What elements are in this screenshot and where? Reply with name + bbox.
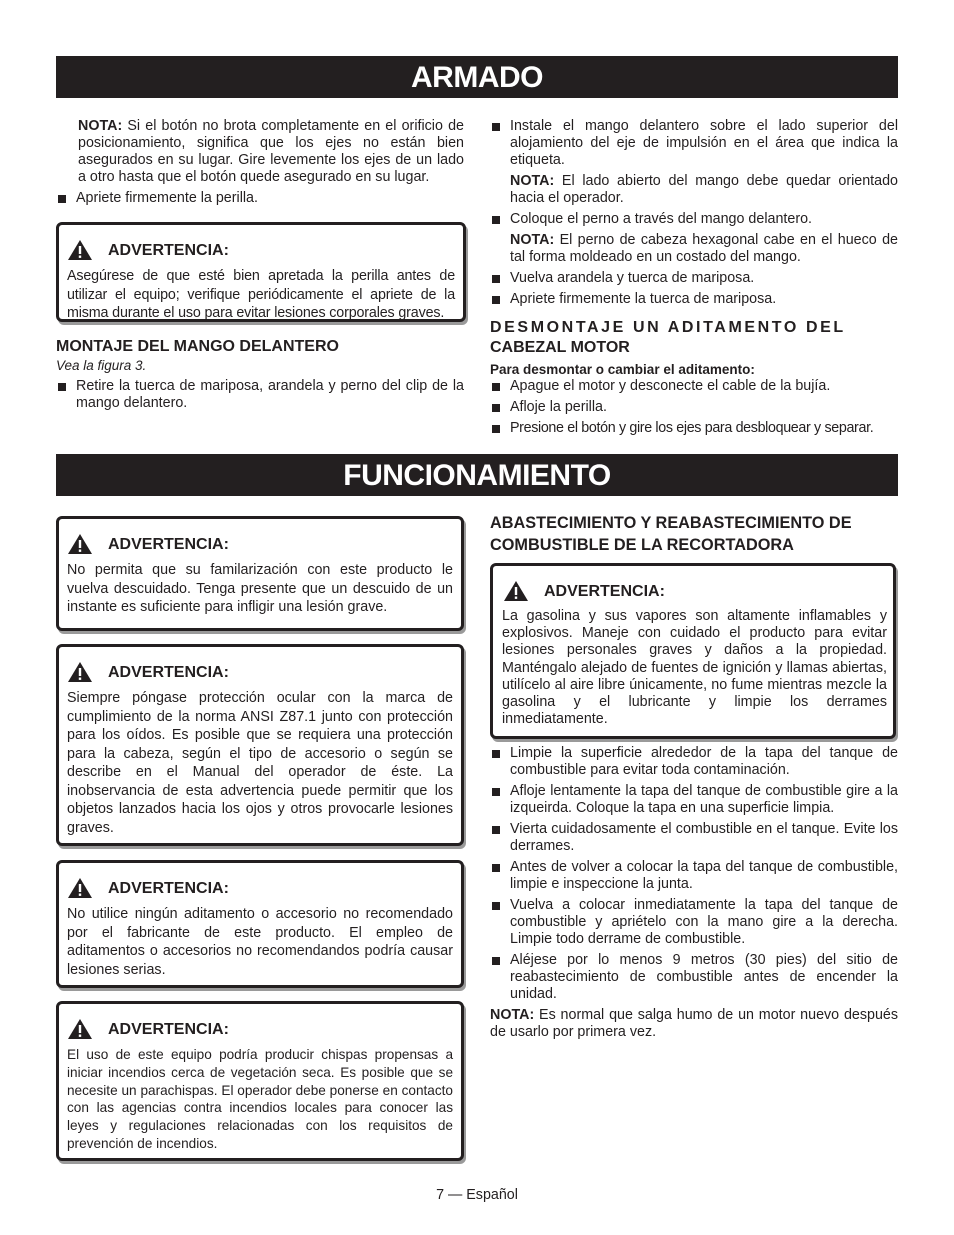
warning-header: [67, 661, 461, 683]
bullet-text: Vuelva a colocar inmediatamente la tapa del tanque de combustible y apriételo con la mano gire a la derecha. Limpie todo derrame de combustible.: [510, 897, 898, 947]
warning-title: ADVERTENCIA:: [108, 1021, 229, 1038]
bullet-text: Vierta cuidadosamente el combustible en el tanque. Evite los derrames.: [510, 821, 898, 854]
bullet-item: [490, 897, 898, 948]
bullet-item: [490, 821, 898, 855]
warning-text: Siempre póngase protección ocular con la marca de cumplimiento de la norma ANSI Z87.1 junto con protección para los oídos. Es posible que se requiera una protección para la cabeza, según el tipo de accesorio o según se describe en el Manual del operador de éste. La inobservancia de esta advertencia puede permitir que los objetos lanzados hacia los ojos y otros provocarle lesiones graves.: [67, 690, 453, 836]
warning-text: La gasolina y sus vapores son altamente inflamables y explosivos. Maneje con cuidado el producto para evitar lesiones personales graves y daños a la propiedad. Manténgalo alejado de fuentes de ignición y llamas abiertas, utilícelo al aire libre únicamente, no fume mientras mezcle la gasolina y el lubricante y limpie los derrames inmediatamente.: [502, 608, 887, 728]
warning-box-gasolina: [490, 563, 896, 739]
armado-banner: [56, 56, 898, 98]
section-title-line1: DESMONTAJE UN ADITAMENTO DEL: [490, 319, 846, 336]
bullet-item: [56, 190, 464, 207]
bullet-text: Antes de volver a colocar la tapa del tanque de combustible, limpie e inspeccione la junta.: [510, 859, 898, 892]
figure-reference: Vea la figura 3.: [56, 358, 147, 373]
warning-box-1: [56, 516, 464, 631]
montaje-section: [56, 337, 464, 416]
bullet-item: [490, 378, 898, 395]
bullet-item: [490, 270, 898, 287]
warning-title: ADVERTENCIA:: [108, 242, 229, 259]
bullet-item: [490, 420, 898, 437]
bullet-text: Aléjese por lo menos 9 metros (30 pies) del sitio de reabastecimiento de combustible antes de encender la unidad.: [510, 952, 898, 1002]
warning-triangle-icon: [67, 239, 93, 261]
warning-title: ADVERTENCIA:: [108, 880, 229, 897]
note-text: El lado abierto del mango debe quedar orientado hacia el operador.: [510, 173, 898, 206]
warning-title: ADVERTENCIA:: [544, 583, 665, 600]
bullet-text: Retire la tuerca de mariposa, arandela y perno del clip de la mango delantero.: [76, 378, 464, 411]
bullet-text: Limpie la superficie alrededor de la tapa del tanque de combustible para evitar toda contaminación.: [510, 745, 898, 778]
bullet-text: Afloje lentamente la tapa del tanque de combustible gire a la izqueirda. Coloque la tapa en una superficie limpia.: [510, 783, 898, 816]
warning-header: [67, 1018, 461, 1040]
armado-right-column: [490, 118, 898, 441]
bullet-item: [490, 745, 898, 779]
note-label: NOTA:: [490, 1007, 535, 1023]
bullet-text: Coloque el perno a través del mango delantero.: [510, 211, 813, 227]
bullet-text: Afloje la perilla.: [510, 399, 607, 415]
warning-box-4: [56, 1001, 464, 1161]
bullet-text: Instale el mango delantero sobre el lado superior del alojamiento del eje de impulsión en el área que indica la etiqueta.: [510, 118, 898, 168]
bullet-item: [490, 291, 898, 308]
warning-text: No utilice ningún aditamento o accesorio no recomendado por el fabricante de este producto. El empleo de aditamentos o accesorios no recomendandos podría causar lesiones serias.: [67, 906, 453, 978]
section-title: ABASTECIMIENTO Y REABASTECIMIENTO DE COMBUSTIBLE DE LA RECORTADORA: [490, 514, 852, 554]
warning-title: ADVERTENCIA:: [108, 536, 229, 553]
bullet-item: [490, 399, 898, 416]
warning-text: Asegúrese de que esté bien apretada la perilla antes de utilizar el equipo; verifique periódicamente el apriete de la misma durante el uso para evitar lesiones corporales graves.: [67, 268, 455, 321]
bullet-text: Apague el motor y desconecte el cable de la bujía.: [510, 378, 831, 394]
warning-header: [67, 239, 463, 261]
warning-triangle-icon: [503, 580, 529, 602]
final-note: [490, 1007, 898, 1041]
warning-triangle-icon: [67, 877, 93, 899]
note-text: Es normal que salga humo de un motor nuevo después de usarlo por primera vez.: [490, 1007, 898, 1040]
note-label: NOTA:: [510, 232, 555, 248]
warning-box-3: [56, 860, 464, 988]
sub-title: Para desmontar o cambiar el aditamento:: [490, 362, 755, 377]
warning-triangle-icon: [67, 661, 93, 683]
bullet-item: [490, 783, 898, 817]
section-title: MONTAJE DEL MANGO DELANTERO: [56, 338, 339, 355]
warning-header: [503, 580, 893, 602]
abastecimiento-steps: [490, 745, 898, 1041]
warning-triangle-icon: [67, 533, 93, 555]
warning-header: [67, 877, 461, 899]
page-footer: 7 — Español: [436, 1187, 518, 1203]
note-text: El perno de cabeza hexagonal cabe en el hueco de tal forma moldeado en un costado del mango.: [510, 232, 898, 265]
bullet-text: Vuelva arandela y tuerca de mariposa.: [510, 270, 755, 286]
warning-box-2: [56, 644, 464, 846]
bullet-item: [490, 118, 898, 169]
bullet-text: Apriete firmemente la tuerca de mariposa.: [510, 291, 777, 307]
note-label: NOTA:: [78, 118, 123, 134]
note: [490, 173, 898, 207]
warning-text: No permita que su familarización con este producto le vuelva descuidado. Tenga presente que un descuido de un instante es suficiente para infligir una lesión grave.: [67, 562, 453, 615]
bullet-item: [490, 859, 898, 893]
bullet-text: Apriete firmemente la perilla.: [76, 190, 258, 206]
warning-text: El uso de este equipo podría producir chispas propensas a iniciar incendios cerca de vegetación seca. Es posible que se necesite un parachispas. El operador debe ponerse en contacto con las agencias contra incendios locales para conocer las leyes y regulaciones relacionadas con los requisitos de prevención de incendios.: [67, 1047, 453, 1151]
warning-title: ADVERTENCIA:: [108, 664, 229, 681]
bullet-item: [490, 211, 898, 228]
section-title-line2: CABEZAL MOTOR: [490, 339, 630, 356]
warning-box-perilla: [56, 222, 466, 322]
note: [490, 232, 898, 266]
armado-left-column: [56, 118, 464, 211]
bullet-item: [490, 952, 898, 1003]
bullet-item: [56, 378, 464, 412]
funcionamiento-banner: [56, 454, 898, 496]
note-label: NOTA:: [510, 173, 555, 189]
note-text: Si el botón no brota completamente en el orificio de posicionamiento, significa que los ejes no están bien asegurados en su lugar. Gire levemente los ejes de un lado a otro hasta que el botón quede asegurado en su lugar.: [78, 118, 464, 185]
armado-note: [56, 118, 464, 186]
armado-title: ARMADO: [411, 61, 543, 94]
warning-header: [67, 533, 461, 555]
abastecimiento-heading: [490, 512, 900, 556]
bullet-text: Presione el botón y gire los ejes para desbloquear y separar.: [510, 420, 874, 436]
funcionamiento-title: FUNCIONAMIENTO: [343, 459, 611, 492]
warning-triangle-icon: [67, 1018, 93, 1040]
